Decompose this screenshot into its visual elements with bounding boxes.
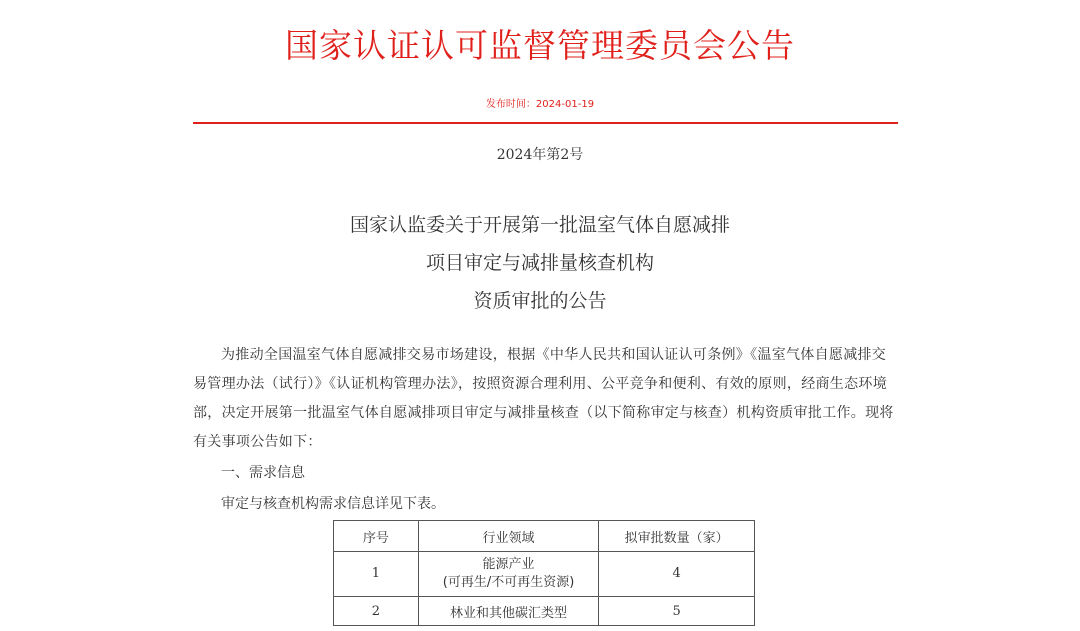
demand-table bbox=[333, 520, 755, 626]
table-header-row bbox=[334, 521, 755, 552]
table-cell-count: 4 bbox=[599, 552, 755, 597]
table-cell-field-line: (可再生/不可再生资源) bbox=[442, 575, 575, 590]
section-heading-demand: 一、需求信息 bbox=[221, 465, 305, 481]
table-header-field: 行业领域 bbox=[418, 521, 599, 552]
document-title-line-3: 资质审批的公告 bbox=[473, 290, 607, 312]
publish-date: 发布时间：2024-01-19 bbox=[485, 99, 595, 110]
table-cell-count: 5 bbox=[599, 597, 755, 626]
document-title-line-1: 国家认监委关于开展第一批温室气体自愿减排 bbox=[349, 214, 730, 236]
document-title-line-2: 项目审定与减排量核查机构 bbox=[425, 252, 654, 274]
table-cell-index: 1 bbox=[334, 552, 419, 597]
table-cell-index: 2 bbox=[334, 597, 419, 626]
table-row bbox=[334, 552, 755, 597]
table-cell-field bbox=[418, 552, 599, 597]
intro-paragraph: 为推动全国温室气体自愿减排交易市场建设，根据《中华人民共和国认证认可条例》《温室气体自愿减排交易管理办法（试行）》《认证机构管理办法》，按照资源合理利用、公平竞争和便利、有效的原则，经商生态环境部，决定开展第一批温室气体自愿减排项目审定与减排量核查（以下简称审定与核查）机构资质审批工作。现将有关事项公告如下： bbox=[193, 347, 894, 450]
table-row bbox=[334, 597, 755, 626]
table-header-index: 序号 bbox=[334, 521, 419, 552]
table-cell-field: 林业和其他碳汇类型 bbox=[418, 597, 599, 626]
document-title bbox=[0, 206, 1080, 320]
header-divider bbox=[193, 122, 898, 124]
document-number: 2024年第2号 bbox=[496, 147, 584, 163]
table-header-count: 拟审批数量（家） bbox=[599, 521, 755, 552]
table-cell-field-line: 能源产业 bbox=[482, 557, 535, 572]
page-header-title: 国家认证认可监督管理委员会公告 bbox=[285, 26, 795, 65]
table-intro-text: 审定与核查机构需求信息详见下表。 bbox=[221, 496, 445, 512]
